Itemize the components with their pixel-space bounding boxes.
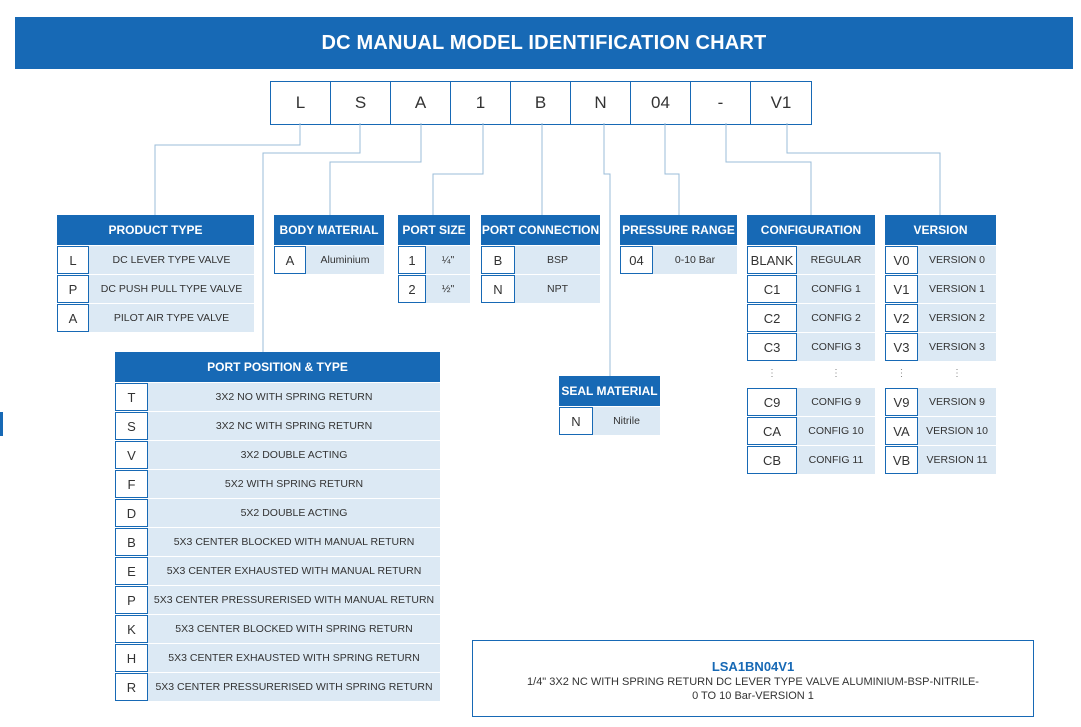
code-cell: F [115,470,148,498]
code-cell: A [57,304,89,332]
desc-cell: Aluminium [306,246,384,274]
code-cell: C3 [747,333,797,361]
code-cell: CB [747,446,797,474]
table-row [481,246,600,274]
desc-cell: 5X3 CENTER BLOCKED WITH MANUAL RETURN [148,528,440,556]
code-cell: C2 [747,304,797,332]
table-row [747,446,875,474]
code-cell-pressure-range: 04 [631,82,691,124]
code-cell: P [115,586,148,614]
desc-cell: PILOT AIR TYPE VALVE [89,304,254,332]
code-cell: V2 [885,304,918,332]
table-row [747,275,875,303]
desc-cell: 5X3 CENTER PRESSURERISED WITH SPRING RETURN [148,673,440,701]
code-cell: N [559,407,593,435]
vertical-ellipsis-icon: ⋮ [896,368,907,379]
product-type-table [57,215,254,332]
desc-cell: VERSION 11 [918,446,996,474]
desc-cell: CONFIG 3 [797,333,875,361]
desc-cell: 5X2 DOUBLE ACTING [148,499,440,527]
configuration-header: CONFIGURATION [747,215,875,245]
table-row [115,528,440,556]
table-row [57,275,254,303]
code-cell: 1 [398,246,426,274]
desc-cell: REGULAR [797,246,875,274]
desc-cell: VERSION 1 [918,275,996,303]
table-row [115,586,440,614]
desc-cell: BSP [515,246,600,274]
code-cell-port-connection: B [511,82,571,124]
table-row [885,388,996,416]
desc-cell: DC LEVER TYPE VALVE [89,246,254,274]
connector-body-material [330,123,421,215]
table-row [57,246,254,274]
table-row [115,615,440,643]
table-row [885,246,996,274]
code-cell-separator: - [691,82,751,124]
connector-product-type [155,123,300,215]
code-cell: V3 [885,333,918,361]
version-table [885,215,996,474]
table-row [115,441,440,469]
desc-cell: 0-10 Bar [653,246,737,274]
code-cell: VA [885,417,918,445]
code-cell-seal-material: N [571,82,631,124]
table-row [115,412,440,440]
product-type-header: PRODUCT TYPE [57,215,254,245]
code-cell: 04 [620,246,653,274]
desc-cell: DC PUSH PULL TYPE VALVE [89,275,254,303]
code-cell: E [115,557,148,585]
table-row [115,557,440,585]
desc-cell: VERSION 10 [918,417,996,445]
connector-seal-material [604,123,610,376]
code-cell: C9 [747,388,797,416]
code-cell: V9 [885,388,918,416]
desc-cell: 5X3 CENTER EXHAUSTED WITH MANUAL RETURN [148,557,440,585]
desc-cell: Nitrile [593,407,660,435]
code-cell: VB [885,446,918,474]
table-row [115,644,440,672]
vertical-ellipsis-icon: ⋮ [831,368,841,379]
code-cell: N [481,275,515,303]
example-code: LSA1BN04V1 [711,659,795,674]
desc-cell: CONFIG 1 [797,275,875,303]
desc-cell: ½" [426,275,470,303]
table-row [747,388,875,416]
desc-cell: VERSION 3 [918,333,996,361]
table-row [398,246,470,274]
code-cell-body-material: A [391,82,451,124]
connector-port-size [433,123,483,215]
code-cell: T [115,383,148,411]
table-row [481,275,600,303]
port-size-table [398,215,470,303]
port-size-header: PORT SIZE [398,215,470,245]
seal-material-table [559,376,660,435]
table-row [747,304,875,332]
code-cell-product-type: L [271,82,331,124]
table-row [559,407,660,435]
desc-cell: NPT [515,275,600,303]
code-cell: S [115,412,148,440]
table-row [115,470,440,498]
connector-version [787,123,940,215]
port-position-table [115,352,440,701]
port-connection-table [481,215,600,303]
table-row [885,417,996,445]
desc-cell: 3X2 NO WITH SPRING RETURN [148,383,440,411]
desc-cell: VERSION 0 [918,246,996,274]
example-box [472,640,1034,717]
code-cell: V0 [885,246,918,274]
code-cell: A [274,246,306,274]
configuration-table [747,215,875,474]
pressure-range-header: PRESSURE RANGE [620,215,737,245]
chart-title: DC MANUAL MODEL IDENTIFICATION CHART [15,17,1073,69]
table-row [115,499,440,527]
desc-cell: 3X2 DOUBLE ACTING [148,441,440,469]
desc-cell: VERSION 2 [918,304,996,332]
desc-cell: VERSION 9 [918,388,996,416]
desc-cell: 5X3 CENTER EXHAUSTED WITH SPRING RETURN [148,644,440,672]
code-cell: B [115,528,148,556]
vertical-ellipsis-icon: ⋮ [767,368,777,379]
body-material-table [274,215,384,274]
desc-cell: CONFIG 10 [797,417,875,445]
desc-cell: ¼" [426,246,470,274]
code-cell-port-position: S [331,82,391,124]
code-cell: K [115,615,148,643]
desc-cell: CONFIG 9 [797,388,875,416]
edge-marker [0,412,3,436]
code-cell: R [115,673,148,701]
code-cell: D [115,499,148,527]
connector-pressure-range [665,123,679,215]
table-row [885,446,996,474]
code-cell: B [481,246,515,274]
table-row [747,417,875,445]
code-cell: V [115,441,148,469]
body-material-header: BODY MATERIAL [274,215,384,245]
table-row [885,333,996,361]
table-row [885,304,996,332]
table-row [115,383,440,411]
table-row [747,333,875,361]
ellipsis-row [747,361,875,387]
ellipsis-row [885,361,996,387]
code-cell-version: V1 [770,93,792,112]
version-header: VERSION [885,215,996,245]
code-cell: 2 [398,275,426,303]
connector-configuration [726,123,811,215]
code-cell: P [57,275,89,303]
seal-material-header: SEAL MATERIAL [559,376,660,406]
table-row [274,246,384,274]
code-cell: BLANK [747,246,797,274]
desc-cell: 5X3 CENTER BLOCKED WITH SPRING RETURN [148,615,440,643]
code-cell: C1 [747,275,797,303]
desc-cell: CONFIG 11 [797,446,875,474]
code-cell: V1 [885,275,918,303]
desc-cell: CONFIG 2 [797,304,875,332]
code-cell: H [115,644,148,672]
table-row [398,275,470,303]
table-row [620,246,737,274]
pressure-range-table [620,215,737,274]
desc-cell: 5X3 CENTER PRESSURERISED WITH MANUAL RETURN [148,586,440,614]
table-row [115,673,440,701]
port-connection-header: PORT CONNECTION [481,215,600,245]
code-cell: CA [747,417,797,445]
example-description-line-2: 0 TO 10 Bar-VERSION 1 [692,690,814,702]
code-cell-port-size: 1 [451,82,511,124]
vertical-ellipsis-icon: ⋮ [952,368,962,379]
desc-cell: 5X2 WITH SPRING RETURN [148,470,440,498]
table-row [747,246,875,274]
desc-cell: 3X2 NC WITH SPRING RETURN [148,412,440,440]
code-cell: L [57,246,89,274]
example-description-line-1: 1/4" 3X2 NC WITH SPRING RETURN DC LEVER TYPE VALVE ALUMINIUM-BSP-NITRILE- [527,676,979,688]
port-position-header: PORT POSITION & TYPE [115,352,440,382]
table-row [57,304,254,332]
table-row [885,275,996,303]
